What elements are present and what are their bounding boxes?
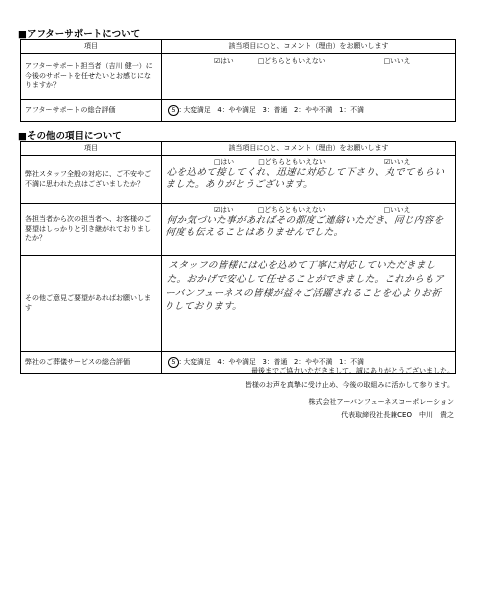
- option-no[interactable]: □いいえ: [383, 206, 411, 214]
- question-overall-rating: 弊社のご葬儀サービスの総合評価: [21, 352, 162, 374]
- option-neutral[interactable]: □どちらともいえない: [258, 158, 326, 166]
- question-staff-response: 弊社スタッフ全般の対応に、ご不安やご不満に思われた点はございましたか？: [21, 156, 162, 204]
- question-support-staff: アフターサポート担当者（吉川 健一）に今後のサポートを任せたいとお感じになりますか？: [21, 54, 162, 100]
- question-handover: 各担当者から次の担当者へ、お客様のご要望はしっかりと引き継がれておりましたか？: [21, 204, 162, 256]
- option-yes[interactable]: ☑はい: [214, 57, 234, 65]
- answer-staff-response: [162, 156, 456, 204]
- ceo-name: 代表取締役社長兼CEO 中川 貴之: [341, 411, 454, 419]
- option-yes[interactable]: ☑はい: [214, 206, 234, 214]
- rating-scale-text: : 大変満足 4：やや満足 3：普通 2：やや不満 1：不満: [179, 358, 364, 366]
- rating-scale-text: : 大変満足 4：やや満足 3：普通 2：やや不満 1：不満: [179, 106, 364, 114]
- options-row: [166, 158, 451, 167]
- thanks-line-2: 皆様のお声を真摯に受け止め、今後の取組みに活かして参ります。: [244, 381, 454, 389]
- answer-support-staff: [162, 54, 456, 100]
- option-no[interactable]: ☑いいえ: [383, 158, 411, 166]
- thanks-line-1: 最後までご協力いただきまして、誠にありがとうございました。: [251, 367, 454, 375]
- company-name: 株式会社アーバンフューネスコーポレーション: [308, 398, 454, 406]
- support-rating-scale: [162, 100, 456, 122]
- handwritten-comment: 心を込めて接してくれ、迅速に対応して下さり、丸でてもらいました。ありがとうございます。: [164, 167, 446, 191]
- handwritten-comment: スタッフの皆様には心を込めて丁寧に対応していただきました。おかげで安心して任せることができました。これからもアーバンフューネスの皆様が益々ご活躍されることを心よりお祈りしております。: [163, 260, 445, 313]
- option-yes[interactable]: □はい: [214, 158, 235, 166]
- option-neutral[interactable]: □どちらともいえない: [257, 57, 326, 65]
- answer-header: 該当項目に○と、コメント（理由）をお願いします: [162, 40, 456, 54]
- rating-selected-circle[interactable]: 5: [168, 357, 179, 368]
- option-neutral[interactable]: □どちらともいえない: [257, 206, 326, 214]
- answer-handover: [162, 204, 456, 256]
- options-row: [166, 206, 451, 215]
- options-row: [166, 57, 451, 66]
- handwritten-comment: 何か気づいた事があればその都度ご連絡いただき、同じ内容を何度も伝えることはありませんでした。: [164, 215, 445, 239]
- question-support-rating: アフターサポートの総合評価: [21, 100, 162, 122]
- option-no[interactable]: □いいえ: [383, 57, 411, 65]
- question-other-opinions: その他ご意見ご要望があればお願いします: [21, 256, 162, 352]
- rating-selected-circle[interactable]: 5: [168, 105, 179, 116]
- item-header-2: 項目: [21, 142, 162, 156]
- answer-other-opinions: [162, 256, 456, 352]
- after-support-table: [20, 39, 456, 122]
- item-header: 項目: [21, 40, 162, 54]
- answer-header-2: 該当項目に○と、コメント（理由）をお願いします: [162, 142, 456, 156]
- section-title-other-items: ■その他の項目について: [18, 131, 122, 142]
- section-title-after-support: ■アフターサポートについて: [18, 29, 141, 40]
- other-items-table: [20, 141, 456, 374]
